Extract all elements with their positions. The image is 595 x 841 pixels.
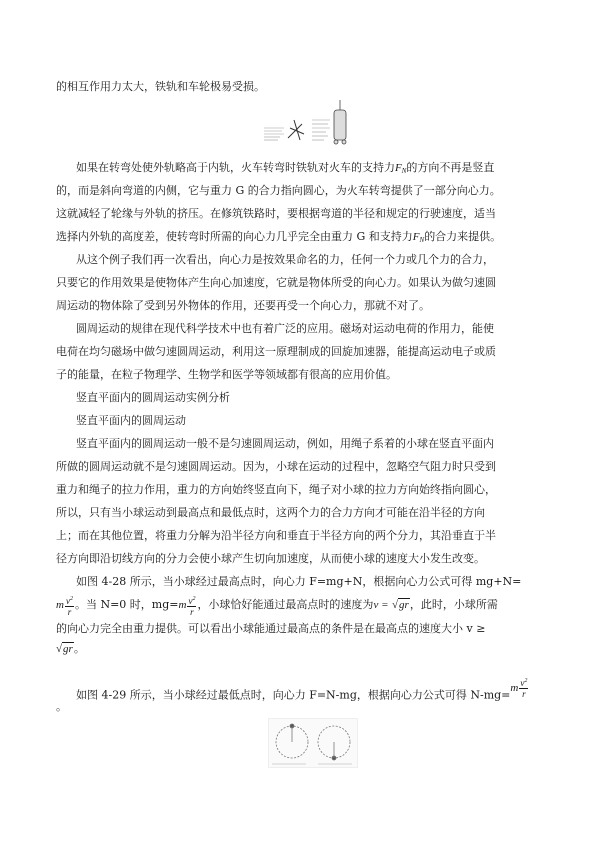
- symbol-m: m: [178, 599, 187, 611]
- figure-right-labels: [312, 120, 330, 140]
- formula-line: [56, 592, 498, 618]
- paragraph-line: 上；而在其他位置，将重力分解为沿半径方向和垂直于半径方向的两个分力，其沿垂直于半: [56, 529, 496, 542]
- paragraph-line: 的相互作用力太大，铁轨和车轮极易受损。: [56, 80, 265, 93]
- radicand: gr: [399, 599, 409, 611]
- paragraph-line: 的向心力完全由重力提供。可以看出小球能通过最高点的条件是在最高点的速度大小 v ≥: [56, 622, 486, 635]
- figure-frame: [269, 719, 358, 768]
- force-symbol: [395, 162, 406, 174]
- paragraph-line: 径方向即沿切线方向的分力会使小球产生切向加速度，从而使小球的速度大小发生改变。: [56, 552, 485, 565]
- paragraph-line: 周运动的物体除了受到另外物体的作用，还要再受一个向心力，那就不对了。: [56, 299, 430, 312]
- sqrt-gr: √gr: [56, 643, 73, 655]
- paragraph-line: 所做的圆周运动就不是匀速圆周运动。因为，小球在运动的过程中，忽略空气阻力时只受到: [56, 460, 496, 473]
- symbol-r: r: [522, 689, 526, 699]
- symbol-m: m: [56, 599, 64, 611]
- symbol-F: F: [412, 231, 420, 243]
- symbol-r: r: [67, 606, 72, 617]
- paragraph-line: 竖直平面内的圆周运动一般不是匀速圆周运动，例如，用绳子系着的小球在竖直平面内: [76, 437, 494, 450]
- paragraph-line: [56, 230, 501, 247]
- paragraph-line: 只要它的作用效果是使物体产生向心加速度，它就是物体所受的向心力。如果认为做匀速圆: [56, 276, 496, 289]
- text-span: ，小球恰好能通过最高点时的速度为: [197, 598, 374, 611]
- section-heading: 竖直平面内的圆周运动实例分析: [76, 391, 230, 404]
- symbol-v: v: [188, 595, 193, 606]
- paragraph-line: [76, 678, 529, 707]
- paragraph-line: 的，而是斜向弯道的内侧，它与重力 G 的合力指向圆心，为火车转弯提供了一部分向心力。: [56, 184, 501, 197]
- symbol-v-equals: v =: [373, 599, 389, 611]
- paragraph-line: 所以，只有当小球运动到最高点和最低点时，这两个力的合力方向才可能在沿半径的方向: [56, 506, 485, 519]
- symbol-r: r: [190, 606, 194, 617]
- fraction-v2-over-r: [187, 594, 196, 617]
- force-diagram-icon: [288, 120, 304, 140]
- symbol-sub-N: N: [401, 167, 407, 175]
- text-span: 如图 4-29 所示，当小球经过最低点时，向心力 F=N-mg，根据向心力公式可得 N-mg=: [76, 688, 511, 702]
- symbol-sub-N: N: [419, 236, 425, 244]
- text-span: 如果在转弯处使外轨略高于内轨，火车转弯时铁轨对火车的支持力: [76, 161, 395, 174]
- text-span: 。: [73, 642, 85, 655]
- text-span: 选择内外轨的高度差，使转弯时所需的向心力几乎完全由重力 G 和支持力: [56, 230, 413, 243]
- force-symbol: [413, 231, 424, 243]
- exponent: 2: [524, 678, 528, 684]
- paragraph-line: 这就减轻了轮缘与外轨的挤压。在修筑铁路时，要根据弯道的半径和规定的行驶速度，适当: [56, 207, 496, 220]
- radicand: gr: [63, 643, 73, 655]
- symbol-v: v: [520, 678, 525, 688]
- subsection-heading: 竖直平面内的圆周运动: [76, 414, 186, 427]
- formula-line: [56, 642, 85, 656]
- train-icon: [334, 100, 346, 144]
- fraction-v2-over-r: [65, 594, 74, 617]
- paragraph-line: 电荷在均匀磁场中做匀速圆周运动，利用这一原理制成的回旋加速器，能提高运动电子或质: [56, 345, 496, 358]
- paragraph-line: 从这个例子我们再一次看出，向心力是按效果命名的力，任何一个力或几个力的合力，: [76, 253, 494, 266]
- fraction-v2-over-r: [519, 676, 528, 699]
- text-span: ，此时，小球所需: [409, 598, 498, 611]
- symbol-v: v: [65, 595, 70, 606]
- paragraph-line: [76, 161, 494, 178]
- text-span: 。当 N=0 时，mg=: [74, 598, 179, 611]
- paragraph-line: 。: [56, 700, 67, 713]
- exponent: 2: [69, 595, 73, 602]
- paragraph-line: 圆周运动的规律在现代科学技术中也有着广泛的应用。磁场对运动电荷的作用力，能使: [76, 322, 494, 335]
- paragraph-line: 重力和绳子的拉力作用，重力的方向始终竖直向下，绳子对小球的拉力方向始终指向圆心，: [56, 483, 496, 496]
- train-banking-figure: [262, 98, 352, 148]
- paragraph-line: 如图 4-28 所示，当小球经过最高点时，向心力 F=mg+N，根据向心力公式可得 mg+N=: [76, 575, 522, 588]
- symbol-F: F: [395, 162, 402, 174]
- text-span: 的合力来提供。: [424, 230, 502, 243]
- symbol-m: m: [510, 681, 519, 694]
- text-span: 的方向不再是竖直: [406, 161, 495, 174]
- sqrt-gr: √gr: [392, 599, 409, 611]
- vertical-circle-figure: [268, 718, 358, 768]
- figure-left-labels: [264, 128, 284, 140]
- exponent: 2: [192, 595, 196, 602]
- paragraph-line: 子的能量，在粒子物理学、生物学和医学等领域都有很高的应用价值。: [56, 368, 397, 381]
